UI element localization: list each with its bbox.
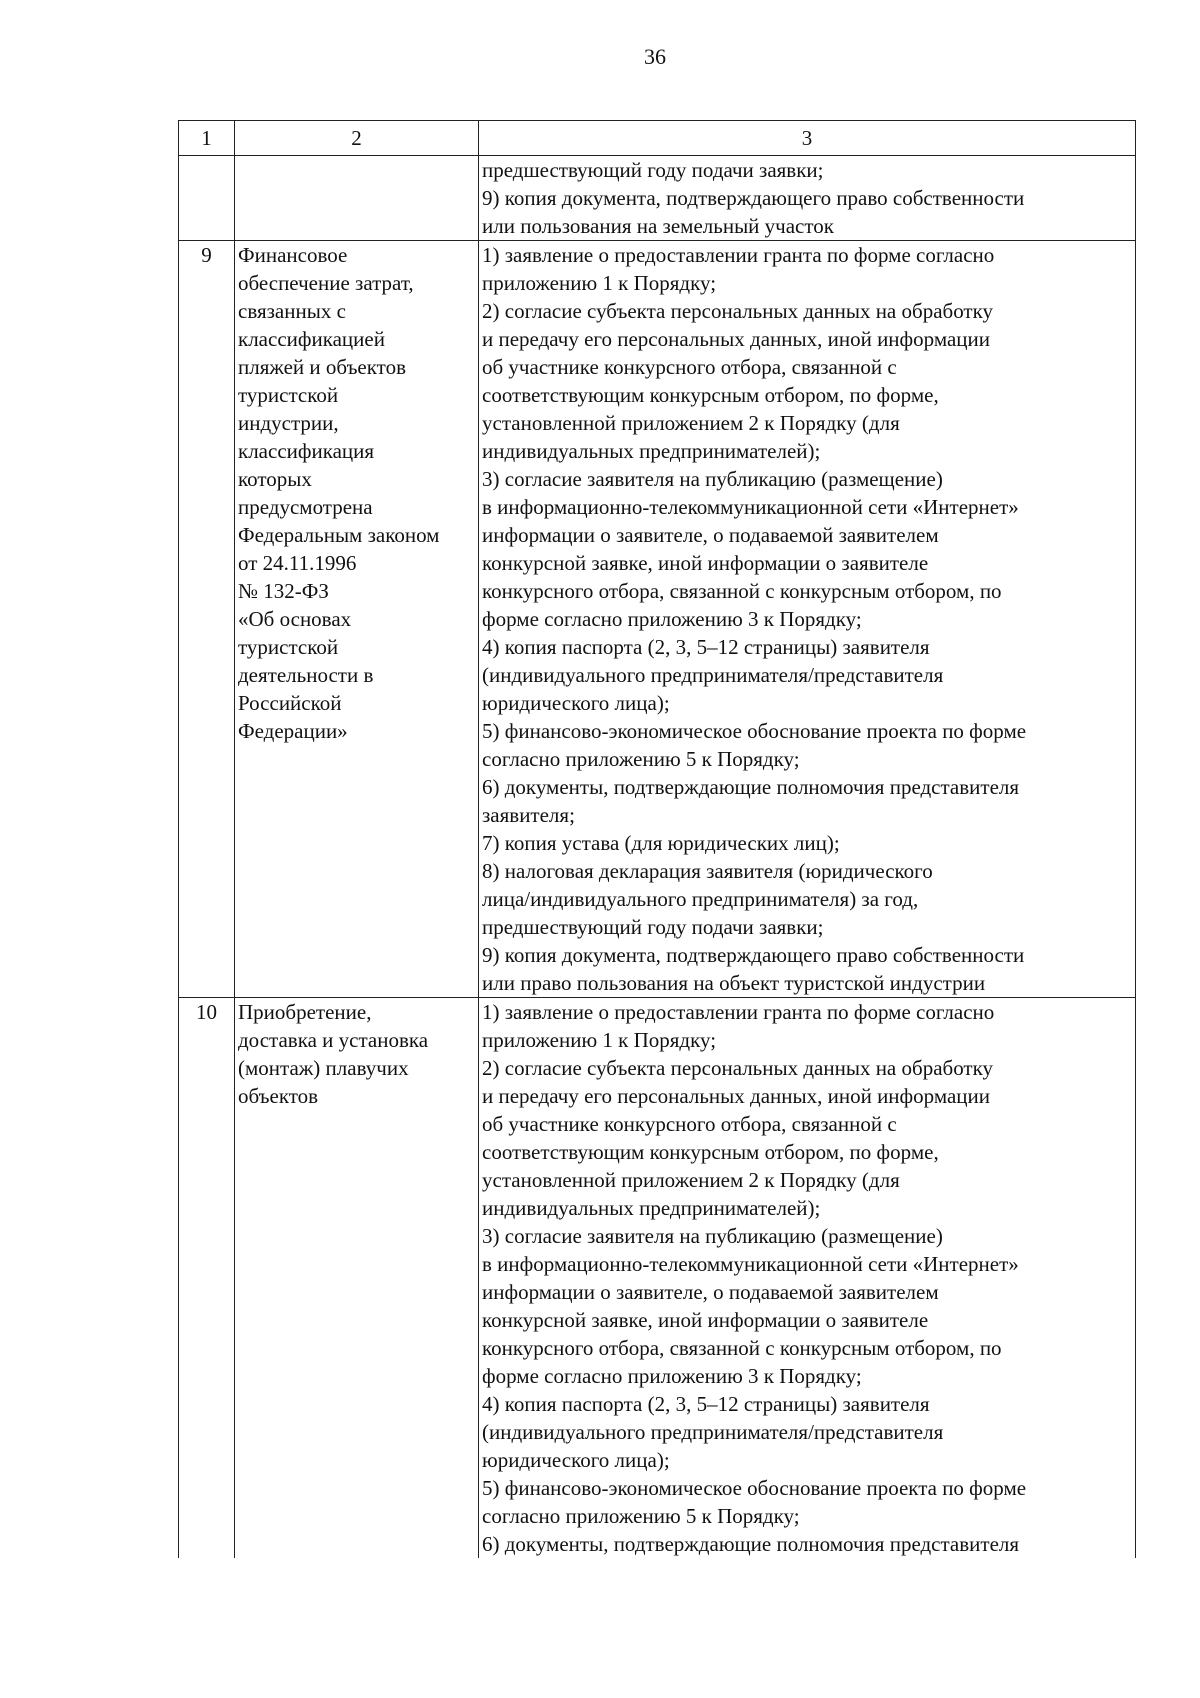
row-number-cell: 9 (179, 241, 235, 998)
header-col-1: 1 (179, 121, 235, 156)
expense-name-line: (монтаж) плавучих (238, 1056, 409, 1080)
table-row (179, 156, 1136, 241)
expense-name-cell (235, 156, 479, 241)
document-line: в информационно-телекоммуникационной сети «Интернет» (482, 495, 1019, 519)
document-line: индивидуальных предпринимателей); (482, 439, 821, 463)
documents-cell (479, 156, 1136, 241)
document-line: 9) копия документа, подтверждающего право собственности (482, 943, 1025, 967)
document-line: 1) заявление о предоставлении гранта по форме согласно (482, 1000, 995, 1024)
document-line: 6) документы, подтверждающие полномочия представителя (482, 1532, 1020, 1556)
document-line: форме согласно приложению 3 к Порядку; (482, 607, 862, 631)
document-line: и передачу его персональных данных, иной информации (482, 327, 991, 351)
document-line: согласно приложению 5 к Порядку; (482, 1504, 800, 1528)
expense-name-line: от 24.11.1996 (238, 551, 357, 575)
expense-name-line: классификацией (238, 327, 385, 351)
expense-name-line: доставка и установка (238, 1028, 429, 1052)
header-col-3: 3 (479, 121, 1136, 156)
expense-name-line: объектов (238, 1084, 319, 1108)
document-line: предшествующий году подачи заявки; (482, 915, 824, 939)
page-number: 36 (644, 44, 666, 69)
document-line: или пользования на земельный участок (482, 214, 834, 238)
expense-name-line: Финансовое (238, 243, 348, 267)
document-line: 2) согласие субъекта персональных данных на обработку (482, 299, 994, 323)
document-line: об участнике конкурсного отбора, связанной с (482, 1112, 897, 1136)
expense-name-line: «Об основах (238, 607, 352, 631)
expense-name-line: Федеральным законом (238, 523, 440, 547)
table-row (179, 241, 1136, 998)
documents-table (178, 120, 1136, 1558)
expense-name-line: Федерации» (238, 719, 348, 743)
row-number-cell (179, 156, 235, 241)
expense-name-line: туристской (238, 383, 339, 407)
documents-cell (479, 241, 1136, 998)
document-line: конкурсного отбора, связанной с конкурсным отбором, по (482, 1336, 1002, 1360)
documents-cell (479, 998, 1136, 1559)
document-line: соответствующим конкурсным отбором, по форме, (482, 383, 939, 407)
document-line: установленной приложением 2 к Порядку (для (482, 1168, 900, 1192)
expense-name-line: классификация (238, 439, 375, 463)
document-line: 5) финансово-экономическое обоснование проекта по форме (482, 1476, 1027, 1500)
expense-name-line: туристской (238, 635, 339, 659)
document-line: конкурсного отбора, связанной с конкурсным отбором, по (482, 579, 1002, 603)
document-line: 7) копия устава (для юридических лиц); (482, 831, 840, 855)
expense-name-line: предусмотрена (238, 495, 373, 519)
document-line: лица/индивидуального предпринимателя) за год, (482, 887, 919, 911)
document-line: 9) копия документа, подтверждающего право собственности (482, 186, 1025, 210)
document-line: 8) налоговая декларация заявителя (юридического (482, 859, 933, 883)
document-line: 4) копия паспорта (2, 3, 5–12 страницы) заявителя (482, 635, 930, 659)
document-line: 2) согласие субъекта персональных данных на обработку (482, 1056, 994, 1080)
document-line: приложению 1 к Порядку; (482, 1028, 717, 1052)
document-line: информации о заявителе, о подаваемой заявителем (482, 523, 939, 547)
document-line: установленной приложением 2 к Порядку (для (482, 411, 900, 435)
document-line: юридического лица); (482, 1448, 670, 1472)
expense-name-line: деятельности в (238, 663, 374, 687)
document-line: (индивидуального предпринимателя/представителя (482, 1420, 944, 1444)
document-line: информации о заявителе, о подаваемой заявителем (482, 1280, 939, 1304)
document-line: 6) документы, подтверждающие полномочия представителя (482, 775, 1020, 799)
document-line: в информационно-телекоммуникационной сети «Интернет» (482, 1252, 1019, 1276)
document-line: форме согласно приложению 3 к Порядку; (482, 1364, 862, 1388)
document-line: об участнике конкурсного отбора, связанной с (482, 355, 897, 379)
document-line: (индивидуального предпринимателя/представителя (482, 663, 944, 687)
document-line: индивидуальных предпринимателей); (482, 1196, 821, 1220)
document-line: 4) копия паспорта (2, 3, 5–12 страницы) заявителя (482, 1392, 930, 1416)
document-line: 5) финансово-экономическое обоснование проекта по форме (482, 719, 1027, 743)
header-col-2: 2 (235, 121, 479, 156)
document-line: заявителя; (482, 803, 575, 827)
expense-name-line: Приобретение, (238, 1000, 372, 1024)
document-line: приложению 1 к Порядку; (482, 271, 717, 295)
expense-name-line: индустрии, (238, 411, 339, 435)
document-line: предшествующий году подачи заявки; (482, 158, 824, 182)
expense-name-line: которых (238, 467, 312, 491)
document-line: или право пользования на объект туристской индустрии (482, 971, 986, 995)
document-line: 3) согласие заявителя на публикацию (размещение) (482, 1224, 943, 1248)
table-header-row (179, 121, 1136, 156)
document-line: конкурсной заявке, иной информации о заявителе (482, 551, 929, 575)
expense-name-cell (235, 998, 479, 1559)
row-number-cell: 10 (179, 998, 235, 1559)
expense-name-line: Российской (238, 691, 342, 715)
expense-name-line: обеспечение затрат, (238, 271, 414, 295)
document-line: 3) согласие заявителя на публикацию (размещение) (482, 467, 943, 491)
document-line: 1) заявление о предоставлении гранта по форме согласно (482, 243, 995, 267)
document-line: соответствующим конкурсным отбором, по форме, (482, 1140, 939, 1164)
document-line: согласно приложению 5 к Порядку; (482, 747, 800, 771)
expense-name-line: № 132-ФЗ (238, 579, 329, 603)
expense-name-line: пляжей и объектов (238, 355, 406, 379)
expense-name-cell (235, 241, 479, 998)
document-line: юридического лица); (482, 691, 670, 715)
document-line: и передачу его персональных данных, иной информации (482, 1084, 991, 1108)
table-row (179, 998, 1136, 1559)
expense-name-line: связанных с (238, 299, 346, 323)
document-line: конкурсной заявке, иной информации о заявителе (482, 1308, 929, 1332)
